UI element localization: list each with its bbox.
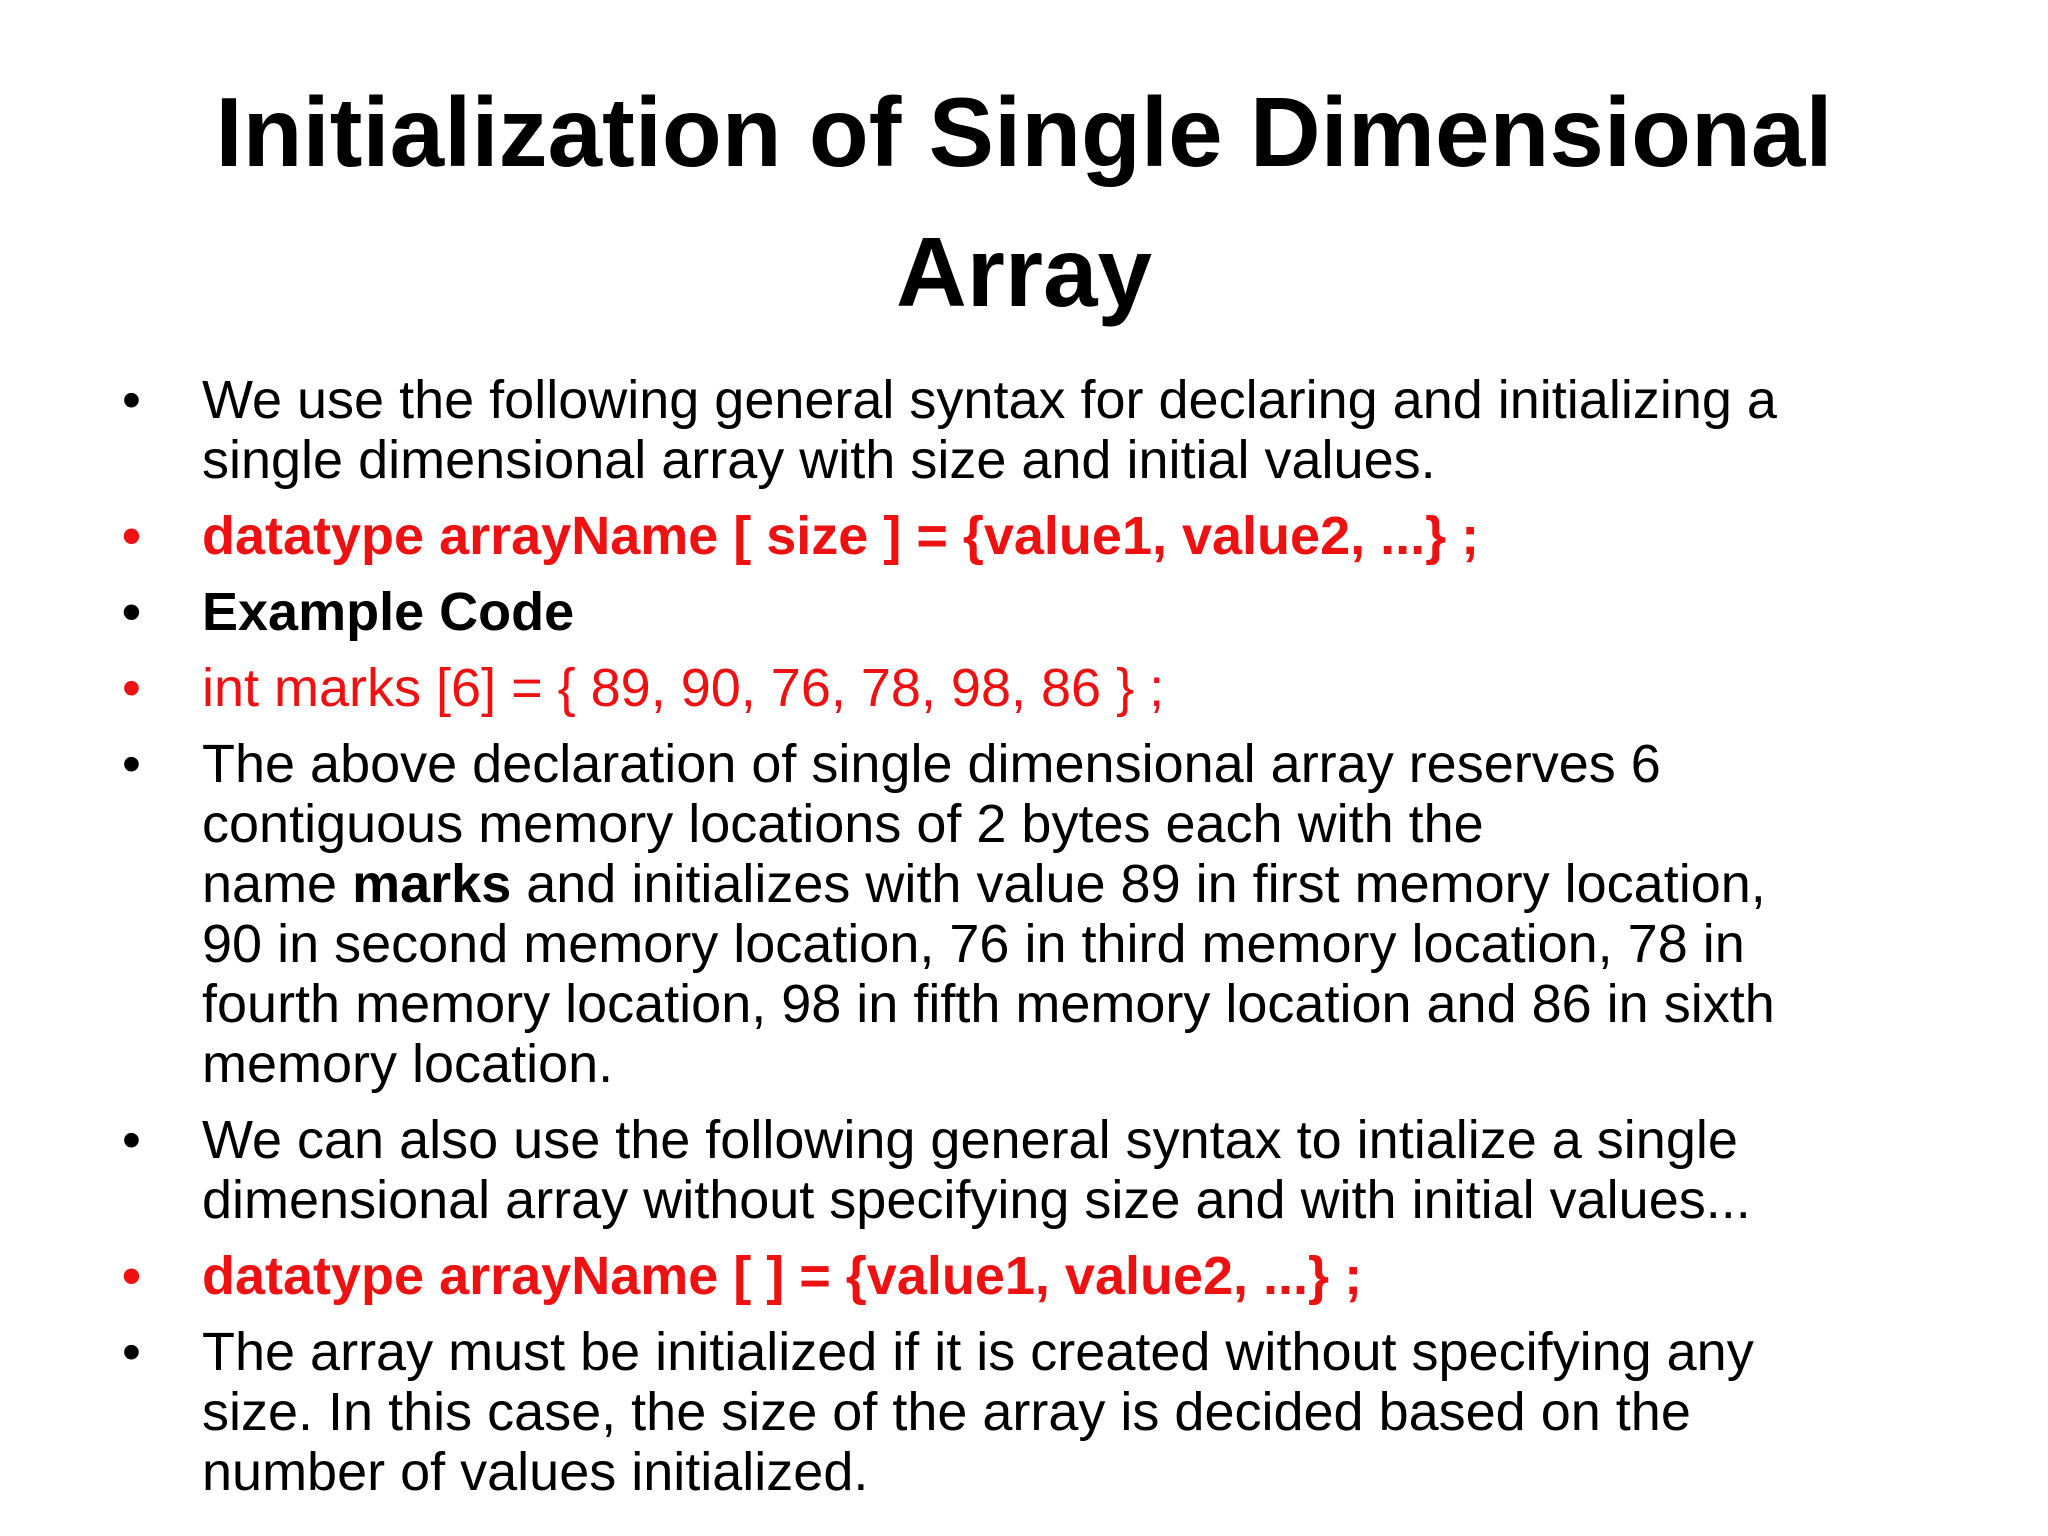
bullet-example-code-heading: [118, 582, 1938, 642]
bullet-text-line: The array must be initialized if it is created without specifying any: [202, 1322, 1754, 1382]
bullet-list: [118, 370, 1938, 1518]
bullet-text-line: contiguous memory locations of 2 bytes each with the: [202, 794, 1484, 854]
bullet-text-line: dimensional array without specifying size and with initial values...: [202, 1170, 1751, 1230]
bullet-syntax-without-size: [118, 1246, 1938, 1306]
example-code-label: Example Code: [202, 582, 575, 642]
bullet-text-line: fourth memory location, 98 in fifth memory location and 86 in sixth: [202, 974, 1775, 1034]
array-name-highlight: marks: [352, 854, 512, 914]
bullet-declaration-explanation: [118, 734, 1938, 1094]
slide-title-line-1: Initialization of Single Dimensional: [215, 77, 1833, 187]
bullet-marker: •: [122, 506, 141, 566]
bullet-text-line: We can also use the following general syntax to intialize a single: [202, 1110, 1738, 1170]
slide-title: [100, 62, 1948, 342]
bullet-text-line: size. In this case, the size of the array is decided based on the: [202, 1382, 1691, 1442]
bullet-text-line: memory location.: [202, 1034, 614, 1094]
bullet-syntax-without-size-intro: [118, 1110, 1938, 1230]
syntax-code-line: datatype arrayName [ ] = {value1, value2, ...} ;: [202, 1246, 1363, 1306]
bullet-text-line: 90 in second memory location, 76 in third memory location, 78 in: [202, 914, 1745, 974]
bullet-marker: •: [122, 1246, 141, 1306]
syntax-code-line: datatype arrayName [ size ] = {value1, value2, ...} ;: [202, 506, 1480, 566]
bullet-general-syntax-intro: [118, 370, 1938, 490]
bullet-text-line: We use the following general syntax for declaring and initializing a: [202, 370, 1777, 430]
bullet-marker: •: [122, 370, 141, 430]
bullet-text-segment: name: [202, 854, 353, 914]
example-code-line: int marks [6] = { 89, 90, 76, 78, 98, 86 } ;: [202, 658, 1165, 718]
bullet-marker: •: [122, 1110, 141, 1170]
slide-title-line-2: Array: [895, 217, 1153, 327]
bullet-example-code: [118, 658, 1938, 718]
bullet-marker: •: [122, 734, 141, 794]
bullet-text-line: [202, 854, 1938, 914]
bullet-text-line: The above declaration of single dimensional array reserves 6: [202, 734, 1661, 794]
bullet-marker: •: [122, 658, 141, 718]
bullet-text-segment: and initializes with value 89 in first memory location,: [511, 854, 1766, 914]
bullet-marker: •: [122, 1322, 141, 1382]
bullet-text-line: number of values initialized.: [202, 1442, 869, 1502]
bullet-marker: •: [122, 582, 141, 642]
bullet-text-line: single dimensional array with size and initial values.: [202, 430, 1436, 490]
bullet-size-decided-note: [118, 1322, 1938, 1502]
bullet-syntax-with-size: [118, 506, 1938, 566]
